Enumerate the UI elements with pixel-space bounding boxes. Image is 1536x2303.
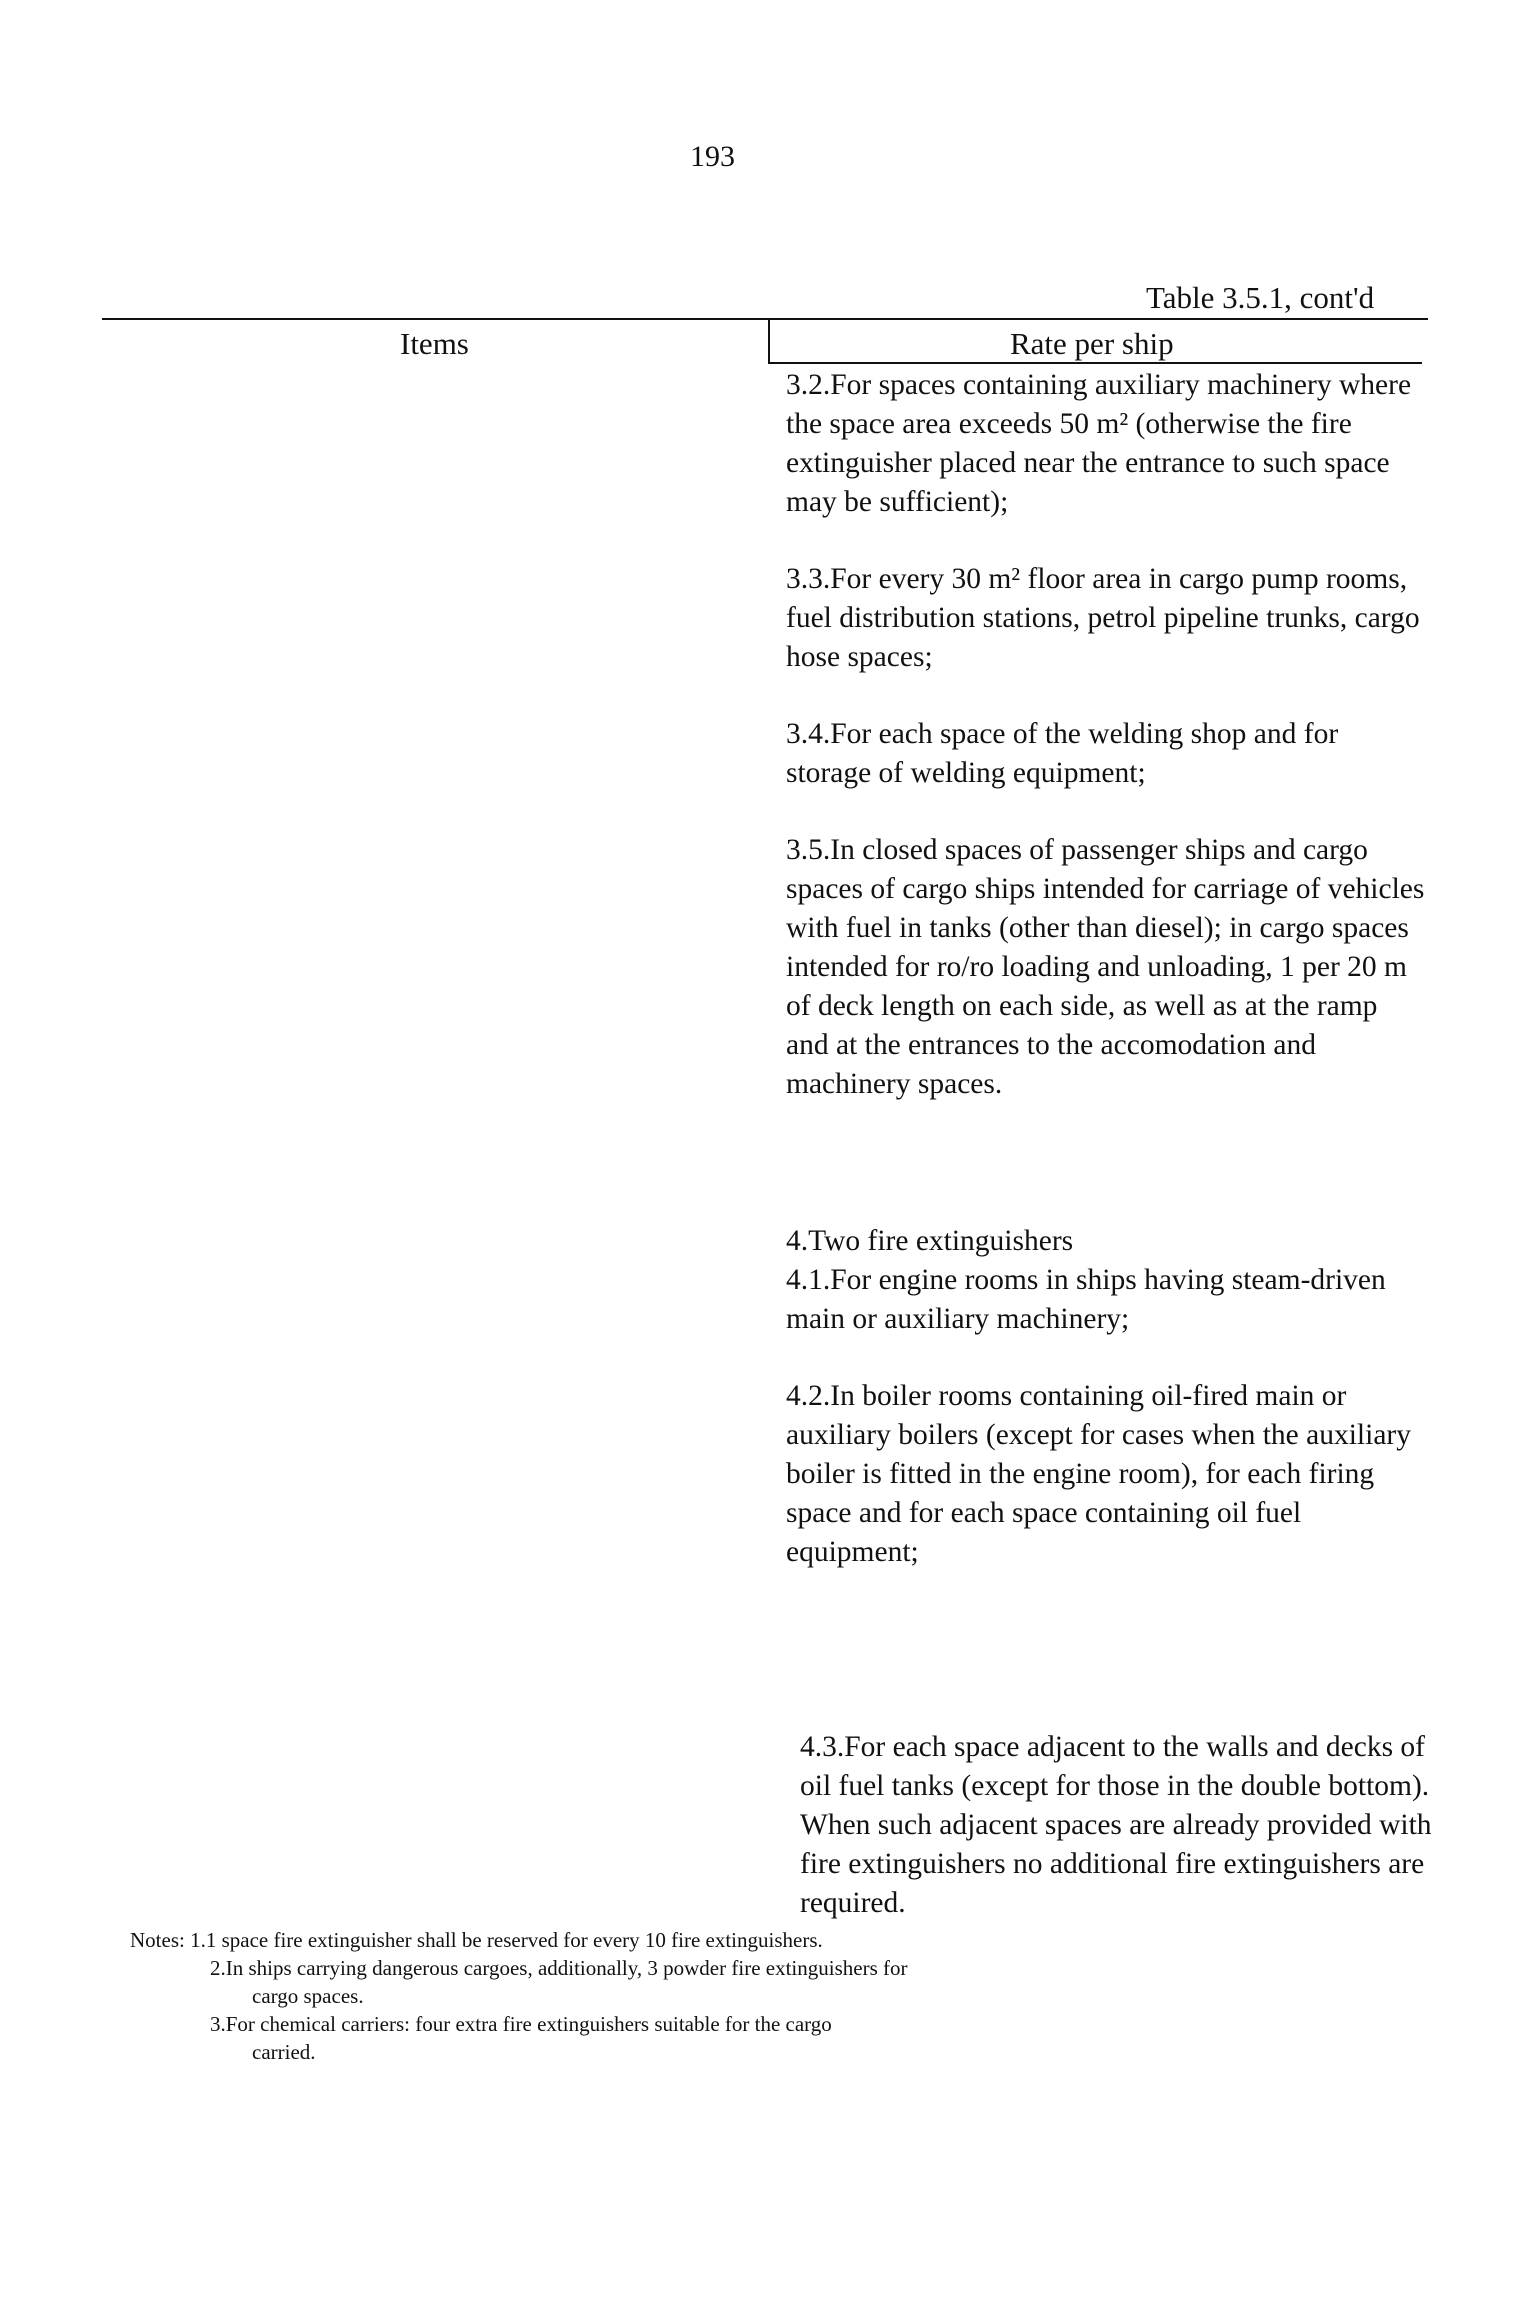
entry-4-3: 4.3.For each space adjacent to the walls and decks of oil fuel tanks (except for those in the double bottom). When such adjacent spaces are already provided with fire extinguishers no additional fire extinguishers are required. (800, 1731, 1432, 1919)
note-3: 3.For chemical carriers: four extra fire extinguishers suitable for the cargo (210, 2012, 832, 2036)
entry-3-5: 3.5.In closed spaces of passenger ships and cargo spaces of cargo ships intended for carriage of vehicles with fuel in tanks (other than diesel); in cargo spaces intended for ro/ro loading and unloading, 1 per 20 m of deck length on each side, as well as at the ramp and at the entrances to the accomodation and machinery spaces. (786, 834, 1425, 1100)
entry-3-3: 3.3.For every 30 m² floor area in cargo pump rooms, fuel distribution stations, petrol pipeline trunks, cargo hose spaces; (786, 563, 1420, 673)
entry-4-2: 4.2.In boiler rooms containing oil-fired main or auxiliary boilers (except for cases when the auxiliary boiler is fitted in the engine room), for each firing space and for each space containing oil fuel equipment; (786, 1380, 1411, 1568)
entry-4: 4.Two fire extinguishers (786, 1225, 1074, 1257)
column-divider (768, 318, 770, 364)
note-1-row (130, 1926, 1230, 1954)
entry-4-1: 4.1.For engine rooms in ships having steam-driven main or auxiliary machinery; (786, 1264, 1386, 1335)
note-2-cont: cargo spaces. (252, 1984, 364, 2008)
table-top-rule (102, 318, 1428, 320)
notes-label: Notes: (130, 1928, 185, 1952)
rate-column (786, 366, 1426, 1572)
column-header-items: Items (400, 326, 469, 361)
notes (130, 1926, 1230, 2066)
entry-3-4: 3.4.For each space of the welding shop and for storage of welding equipment; (786, 718, 1339, 789)
entry-3-2: 3.2.For spaces containing auxiliary machinery where the space area exceeds 50 m² (otherwise the fire extinguisher placed near the entrance to such space may be sufficient); (786, 369, 1412, 518)
note-2: 2.In ships carrying dangerous cargoes, additionally, 3 powder fire extinguishers for (210, 1956, 908, 1980)
table-caption: Table 3.5.1, cont'd (1146, 280, 1375, 315)
note-3-cont: carried. (252, 2040, 316, 2064)
header-bottom-rule (770, 362, 1422, 364)
column-header-rate: Rate per ship (1010, 326, 1174, 361)
note-1: 1.1 space fire extinguisher shall be reserved for every 10 fire extinguishers. (190, 1928, 823, 1952)
page-number: 193 (690, 140, 735, 173)
